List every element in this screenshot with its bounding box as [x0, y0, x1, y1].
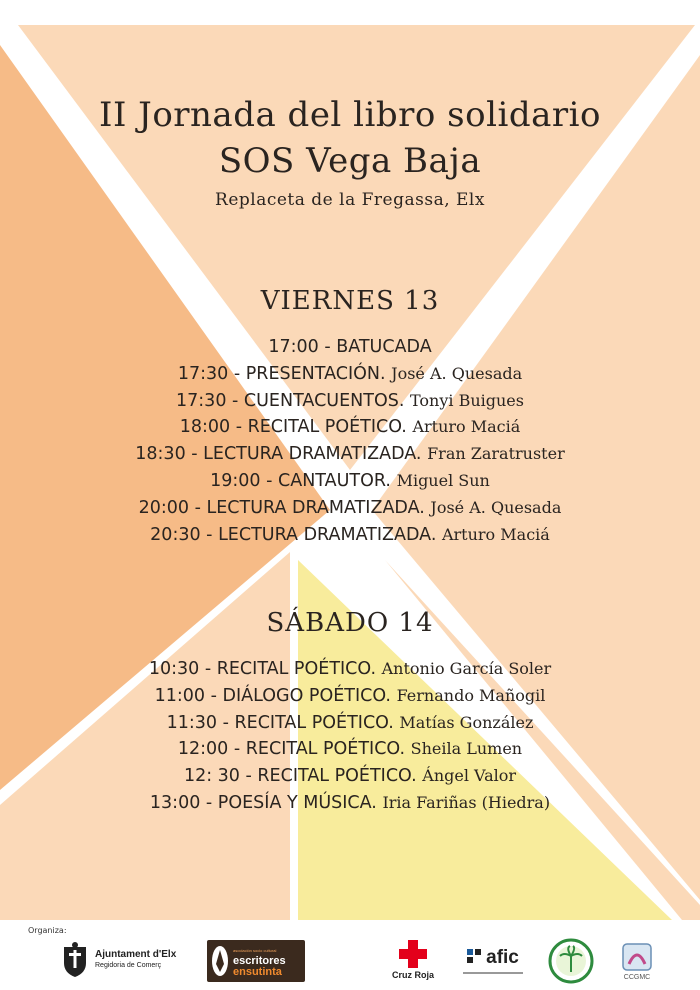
ccgmc-logo: [612, 936, 662, 986]
escritores-line2: ensutinta: [233, 965, 282, 978]
schedule-item: 13:00 - POESÍA Y MÚSICA. Iria Fariñas (Hiedra): [149, 792, 551, 813]
ccgmc-name: CCGMC: [623, 973, 651, 981]
title-line-2: SOS Vega Baja: [218, 141, 482, 181]
schedule-friday: [0, 335, 700, 548]
event-title: [0, 92, 700, 184]
escritores-logo: [207, 940, 305, 982]
day-heading-saturday: SÁBADO 14: [266, 608, 434, 638]
cruz-roja-logo: [384, 936, 442, 984]
cruz-roja-name: Cruz Roja: [391, 970, 434, 980]
schedule-item: 20:30 - LECTURA DRAMATIZADA. Arturo Maciá: [150, 524, 550, 545]
sponsors-footer: [0, 922, 700, 990]
organiza-label: Organiza:: [28, 926, 67, 935]
schedule-item: 12:00 - RECITAL POÉTICO. Sheila Lumen: [177, 739, 523, 760]
schedule-item: 18:00 - RECITAL POÉTICO. Arturo Maciá: [179, 417, 521, 438]
schedule-item: 20:00 - LECTURA DRAMATIZADA. José A. Quesada: [138, 497, 562, 518]
escritores-top: asociación socio cultural: [233, 947, 277, 953]
afic-logo: [460, 940, 526, 980]
association-round-logo: [548, 938, 594, 984]
escritores-line1: escritores: [233, 954, 286, 967]
schedule-item: 17:30 - CUENTACUENTOS. Tonyi Buigues: [176, 390, 524, 411]
ajuntament-logo: [60, 940, 190, 980]
schedule-item: 11:30 - RECITAL POÉTICO. Matías González: [166, 712, 534, 733]
schedule-item: 11:00 - DIÁLOGO POÉTICO. Fernando Mañogil: [154, 685, 546, 706]
ajuntament-name: Ajuntament d'Elx: [95, 949, 177, 960]
venue: Replaceta de la Fregassa, Elx: [215, 190, 485, 210]
ajuntament-dept: Regidoria de Comerç: [95, 962, 162, 969]
afic-name: afic: [486, 946, 519, 968]
title-line-1: II Jornada del libro solidario: [99, 95, 601, 135]
schedule-item: 18:30 - LECTURA DRAMATIZADA. Fran Zaratruster: [135, 444, 565, 465]
coat-of-arms-icon: [60, 941, 90, 979]
schedule-item: 12: 30 - RECITAL POÉTICO. Ángel Valor: [183, 766, 517, 787]
schedule-item: 10:30 - RECITAL POÉTICO. Antonio García Soler: [148, 659, 552, 679]
schedule-saturday: [0, 656, 700, 817]
palm-tree-icon: [548, 938, 594, 984]
day-heading-friday: VIERNES 13: [260, 286, 440, 316]
schedule-item: 17:30 - PRESENTACIÓN. José A. Quesada: [177, 363, 523, 384]
afic-underline: [463, 972, 523, 974]
schedule-item: 19:00 - CANTAUTOR. Miguel Sun: [210, 470, 490, 491]
ccgmc-mark-icon: [621, 942, 653, 972]
afic-mark-icon: [467, 949, 483, 967]
red-cross-icon: [399, 940, 427, 968]
schedule-item: 17:00 - BATUCADA: [268, 337, 432, 357]
pen-nib-icon: [210, 944, 230, 978]
